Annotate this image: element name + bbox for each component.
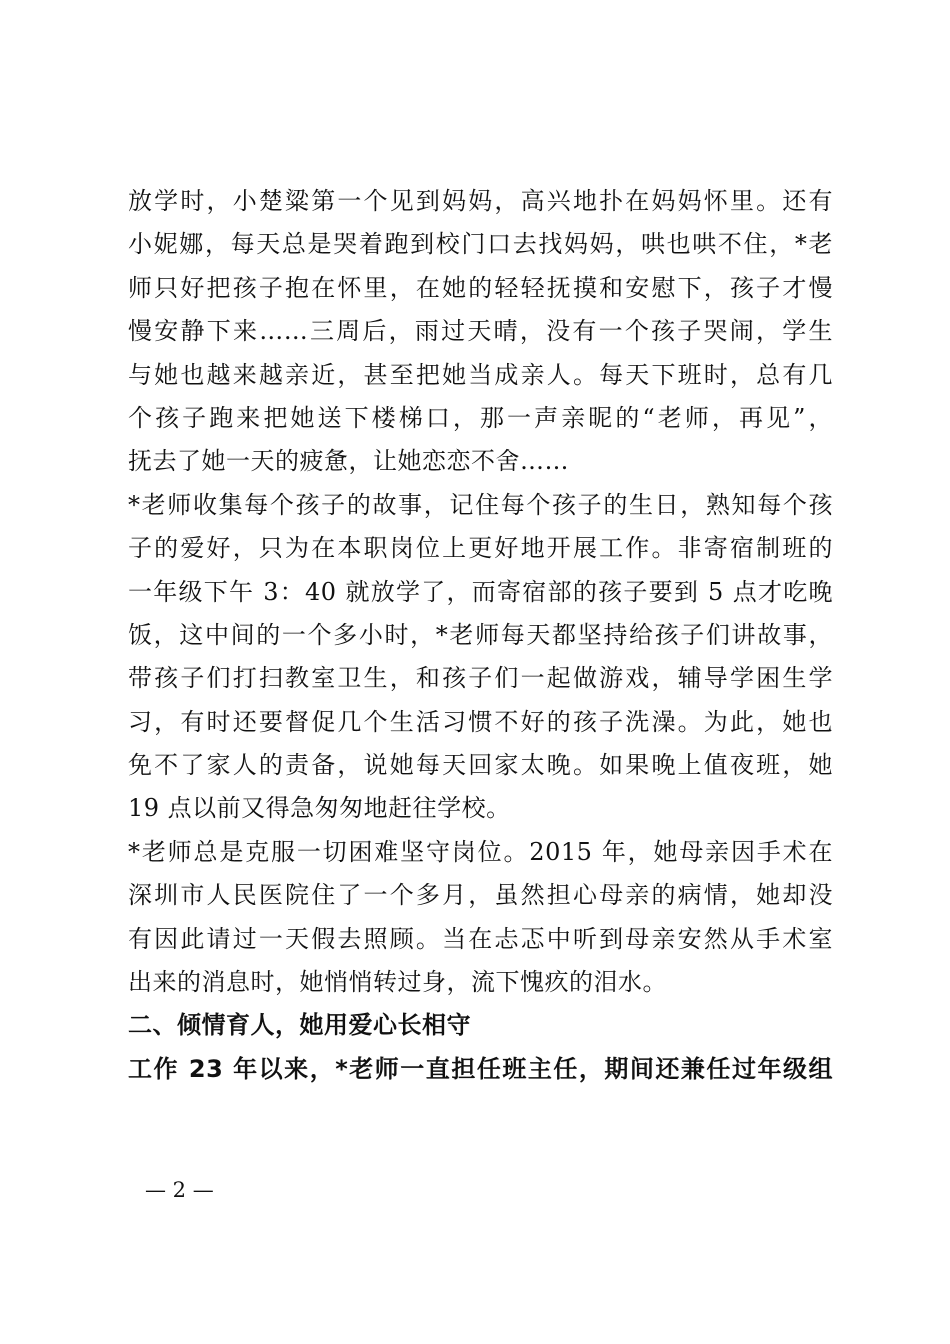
section-heading: 二、倾情育人，她用爱心长相守 bbox=[128, 1011, 471, 1040]
text-line: 一年级下午 3：40 就放学了，而寄宿部的孩子要到 5 点才吃晚 bbox=[128, 577, 833, 606]
text-line: 饭，这中间的一个多小时，*老师每天都坚持给孩子们讲故事， bbox=[128, 620, 833, 649]
text-line: *老师收集每个孩子的故事，记住每个孩子的生日，熟知每个孩 bbox=[128, 490, 833, 519]
text-line: 师只好把孩子抱在怀里，在她的轻轻抚摸和安慰下，孩子才慢 bbox=[128, 273, 833, 302]
body-text bbox=[128, 180, 833, 1091]
text-line: 与她也越来越亲近，甚至把她当成亲人。每天下班时，总有几 bbox=[128, 360, 833, 389]
text-line: 工作 23 年以来，*老师一直担任班主任，期间还兼任过年级组 bbox=[128, 1054, 833, 1083]
text-line: 有因此请过一天假去照顾。当在忐忑中听到母亲安然从手术室 bbox=[128, 924, 833, 953]
text-line: 习，有时还要督促几个生活习惯不好的孩子洗澡。为此，她也 bbox=[128, 707, 833, 736]
page-number: — 2 — bbox=[145, 1178, 214, 1202]
text-line: 个孩子跑来把她送下楼梯口，那一声亲昵的“老师，再见”， bbox=[128, 403, 833, 432]
text-line: 子的爱好，只为在本职岗位上更好地开展工作。非寄宿制班的 bbox=[128, 534, 833, 563]
text-line: 深圳市人民医院住了一个多月，虽然担心母亲的病情，她却没 bbox=[128, 881, 833, 910]
text-line: 慢安静下来……三周后，雨过天晴，没有一个孩子哭闹，学生 bbox=[128, 317, 833, 346]
text-line: 免不了家人的责备，说她每天回家太晚。如果晚上值夜班，她 bbox=[128, 751, 833, 780]
text-line: 19 点以前又得急匆匆地赶往学校。 bbox=[128, 794, 511, 823]
text-line: *老师总是克服一切困难坚守岗位。2015 年，她母亲因手术在 bbox=[128, 837, 833, 866]
text-line: 出来的消息时，她悄悄转过身，流下愧疚的泪水。 bbox=[128, 968, 667, 997]
text-line: 小妮娜，每天总是哭着跑到校门口去找妈妈，哄也哄不住，*老 bbox=[128, 230, 833, 259]
text-line: 放学时，小楚粱第一个见到妈妈，高兴地扑在妈妈怀里。还有 bbox=[128, 187, 833, 215]
text-line: 带孩子们打扫教室卫生，和孩子们一起做游戏，辅导学困生学 bbox=[128, 664, 833, 693]
text-line: 抚去了她一天的疲惫，让她恋恋不舍…… bbox=[128, 447, 569, 476]
